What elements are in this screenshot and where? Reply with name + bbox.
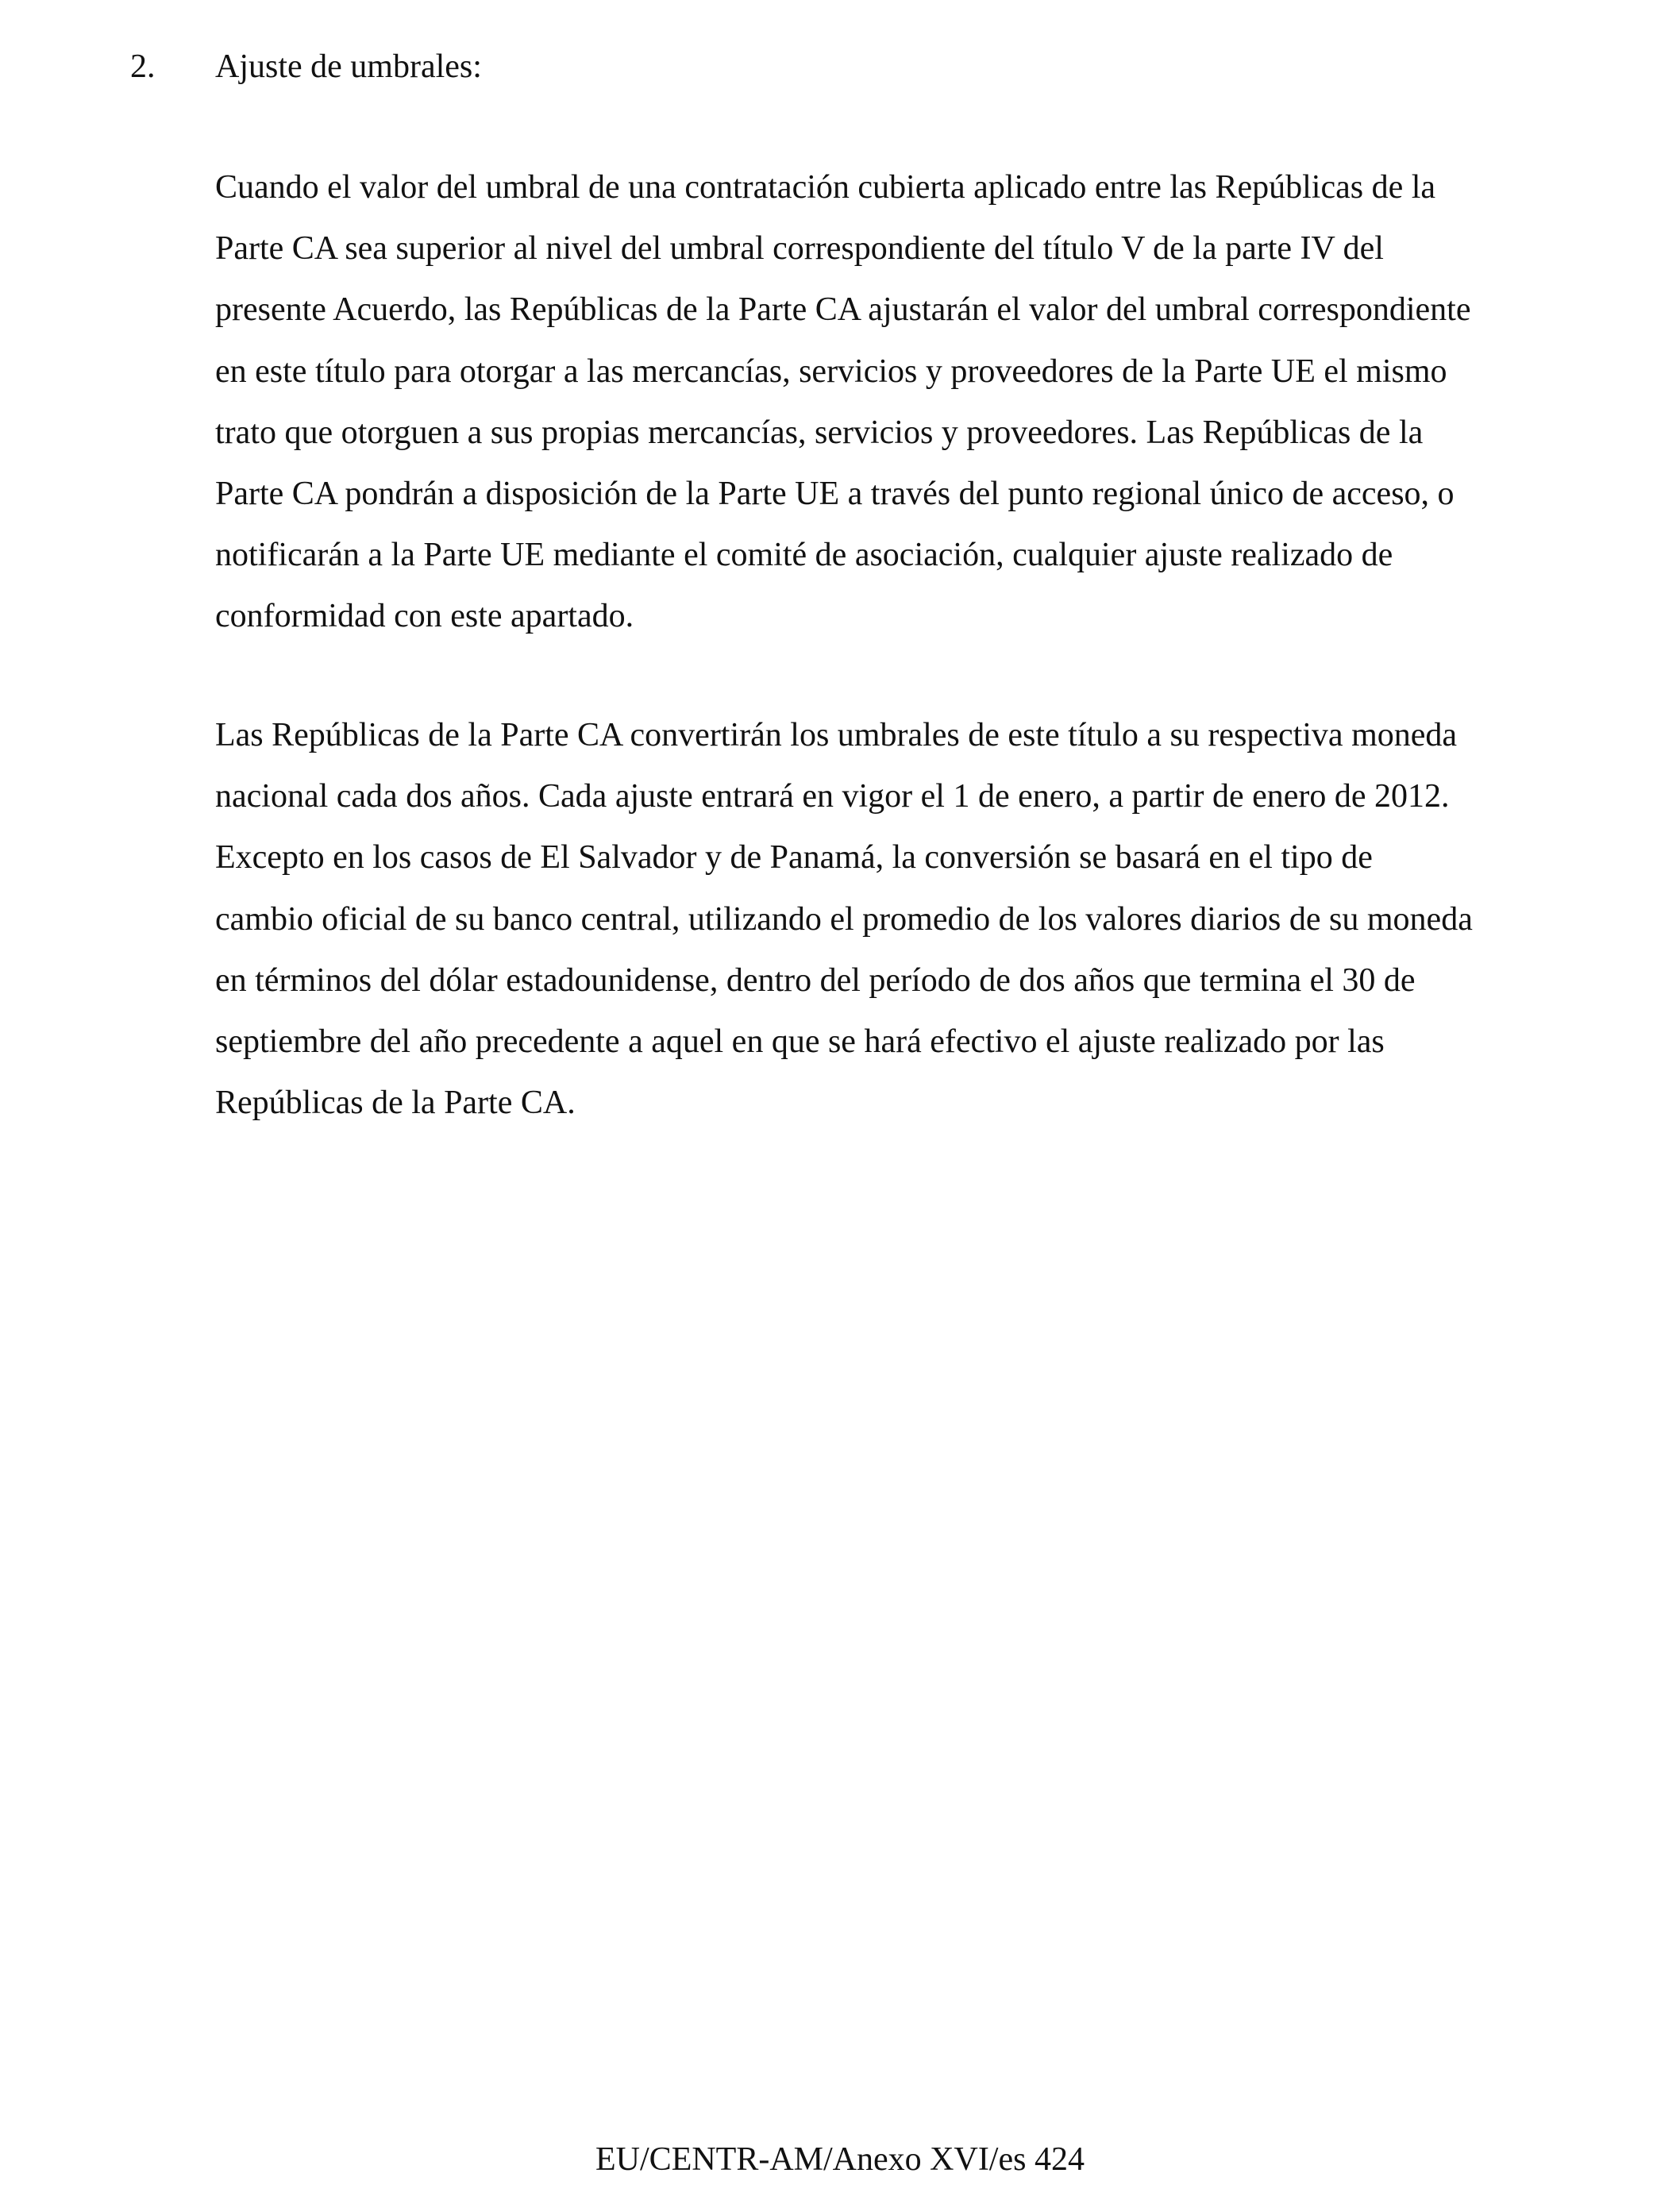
- paragraph-line: Repúblicas de la Parte CA.: [215, 1085, 576, 1122]
- paragraph-line: trato que otorguen a sus propias mercancías, servicios y proveedores. Las Repúblicas de la: [215, 414, 1424, 451]
- paragraph-line: Parte CA sea superior al nivel del umbral correspondiente del título V de la parte IV del: [215, 230, 1384, 268]
- paragraph-line: septiembre del año precedente a aquel en que se hará efectivo el ajuste realizado por las: [215, 1023, 1385, 1061]
- paragraph-line: en este título para otorgar a las mercancías, servicios y proveedores de la Parte UE el mismo: [215, 353, 1447, 390]
- section-title: Ajuste de umbrales:: [215, 48, 482, 85]
- paragraph-currency-conversion: [215, 705, 1565, 1134]
- paragraph-line: nacional cada dos años. Cada ajuste entrará en vigor el 1 de enero, a partir de enero de 2012.: [215, 778, 1450, 815]
- paragraph-line: presente Acuerdo, las Repúblicas de la Parte CA ajustarán el valor del umbral correspondiente: [215, 291, 1471, 329]
- paragraph-threshold-adjustment: [215, 157, 1565, 648]
- section-number: 2.: [130, 48, 156, 85]
- paragraph-line: cambio oficial de su banco central, utilizando el promedio de los valores diarios de su moneda: [215, 900, 1473, 938]
- paragraph-line: Cuando el valor del umbral de una contratación cubierta aplicado entre las Repúblicas de la: [215, 169, 1436, 206]
- paragraph-line: Excepto en los casos de El Salvador y de Panamá, la conversión se basará en el tipo de: [215, 839, 1373, 877]
- section-heading: [130, 41, 482, 92]
- paragraph-line: en términos del dólar estadounidense, dentro del período de dos años que termina el 30 de: [215, 961, 1416, 999]
- page-footer-reference: EU/CENTR-AM/Anexo XVI/es 424: [595, 2141, 1085, 2178]
- paragraph-line: Las Repúblicas de la Parte CA convertirán los umbrales de este título a su respectiva moneda: [215, 717, 1458, 753]
- paragraph-line: conformidad con este apartado.: [215, 598, 634, 635]
- paragraph-line: notificarán a la Parte UE mediante el comité de asociación, cualquier ajuste realizado de: [215, 537, 1393, 574]
- paragraph-line: Parte CA pondrán a disposición de la Parte UE a través del punto regional único de acceso, o: [215, 476, 1455, 513]
